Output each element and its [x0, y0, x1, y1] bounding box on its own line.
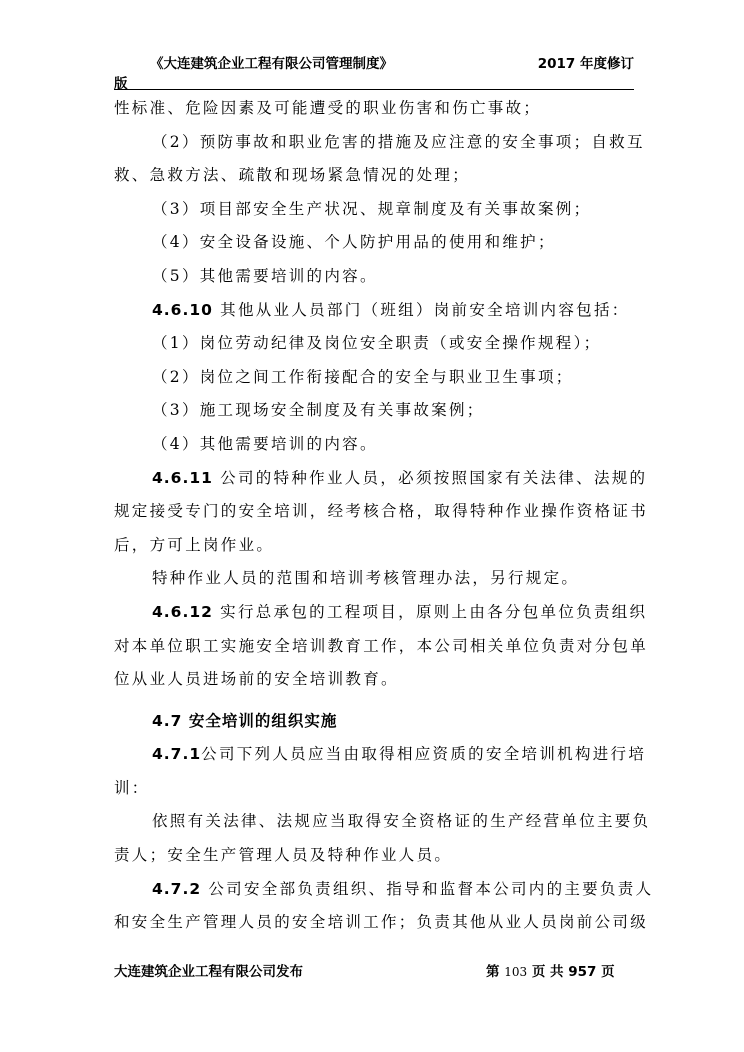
text-line	[114, 839, 634, 873]
document-body	[114, 92, 654, 940]
text-line	[114, 394, 634, 428]
document-title: 《大连建筑企业工程有限公司管理制度》	[150, 56, 393, 72]
page-suffix: 页	[601, 964, 615, 980]
line-text: （1）岗位劳动纪律及岗位安全职责（或安全操作规程）；	[152, 334, 602, 353]
text-line	[114, 630, 649, 664]
text-line	[114, 428, 634, 462]
text-line	[114, 738, 647, 772]
text-line	[114, 260, 634, 294]
edition-label: 2017 年度修订	[537, 56, 634, 72]
text-line	[114, 462, 648, 496]
clause-number: 4.6.11	[152, 468, 213, 487]
line-text: 救、急救方法、疏散和现场紧急情况的处理；	[114, 166, 471, 185]
text-line	[114, 294, 634, 328]
text-line	[114, 596, 648, 630]
page-number: 103	[504, 965, 528, 979]
text-line	[114, 159, 634, 193]
page-counter	[486, 960, 615, 980]
section-heading: 4.7 安全培训的组织实施	[152, 711, 338, 730]
line-text: 实行总承包的工程项目，原则上由各分包单位负责组织	[212, 602, 648, 621]
total-pages: 957	[568, 964, 597, 980]
line-text: 性标准、危险因素及可能遭受的职业伤害和伤亡事故；	[114, 99, 542, 117]
page-header	[114, 52, 634, 92]
line-text: 训：	[114, 778, 150, 797]
text-line	[114, 906, 649, 940]
text-line	[114, 495, 649, 529]
text-line	[114, 805, 651, 839]
page-prefix: 第	[486, 964, 500, 980]
line-text: 公司安全部负责组织、指导和监督本公司内的主要负责人	[201, 879, 654, 898]
text-line	[114, 873, 654, 907]
line-text: 其他从业人员部门（班组）岗前安全培训内容包括：	[212, 300, 630, 319]
line-text: 后，方可上岗作业。	[114, 535, 275, 554]
line-text: 和安全生产管理人员的安全培训工作；负责其他从业人员岗前公司级	[114, 913, 649, 932]
line-text: 对本单位职工实施安全培训教育工作，本公司相关单位负责对分包单	[114, 636, 649, 655]
text-line	[114, 193, 634, 227]
clause-number: 4.6.10	[152, 300, 213, 319]
text-line	[114, 226, 634, 260]
edition-label-tail: 版	[114, 76, 128, 92]
page-mid: 页 共	[531, 964, 564, 980]
text-line	[114, 327, 634, 361]
text-line	[114, 562, 634, 596]
line-text: 位从业人员进场前的安全培训教育。	[114, 670, 399, 689]
text-line	[114, 772, 634, 806]
line-text: 责人；安全生产管理人员及特种作业人员。	[114, 846, 453, 865]
header-divider	[114, 89, 634, 90]
line-text: 依照有关法律、法规应当取得安全资格证的生产经营单位主要负	[152, 812, 651, 831]
clause-number: 4.7.2	[152, 879, 202, 898]
clause-number: 4.6.12	[152, 602, 213, 621]
publisher-label: 大连建筑企业工程有限公司发布	[114, 964, 303, 980]
line-text: 特种作业人员的范围和培训考核管理办法，另行规定。	[152, 569, 580, 588]
line-text: （2）预防事故和职业危害的措施及应注意的安全事项；自救互	[152, 132, 645, 151]
text-line	[114, 529, 634, 563]
line-text: 公司下列人员应当由取得相应资质的安全培训机构进行培	[201, 745, 647, 764]
line-text: 公司的特种作业人员，必须按照国家有关法律、法规的	[212, 468, 648, 487]
text-line	[114, 663, 634, 697]
line-text: （2）岗位之间工作衔接配合的安全与职业卫生事项；	[152, 367, 574, 386]
line-text: （4）安全设备设施、个人防护用品的使用和维护；	[152, 233, 556, 252]
clause-number: 4.7.1	[152, 745, 202, 764]
line-text: （5）其他需要培训的内容。	[152, 266, 378, 285]
line-text: 规定接受专门的安全培训，经考核合格，取得特种作业操作资格证书	[114, 502, 649, 521]
text-line	[114, 361, 634, 395]
line-text: （3）施工现场安全制度及有关事故案例；	[152, 401, 485, 420]
text-line	[114, 126, 645, 160]
text-line	[114, 92, 634, 126]
line-text: （4）其他需要培训的内容。	[152, 434, 378, 453]
line-text: （3）项目部安全生产状况、规章制度及有关事故案例；	[152, 199, 592, 218]
